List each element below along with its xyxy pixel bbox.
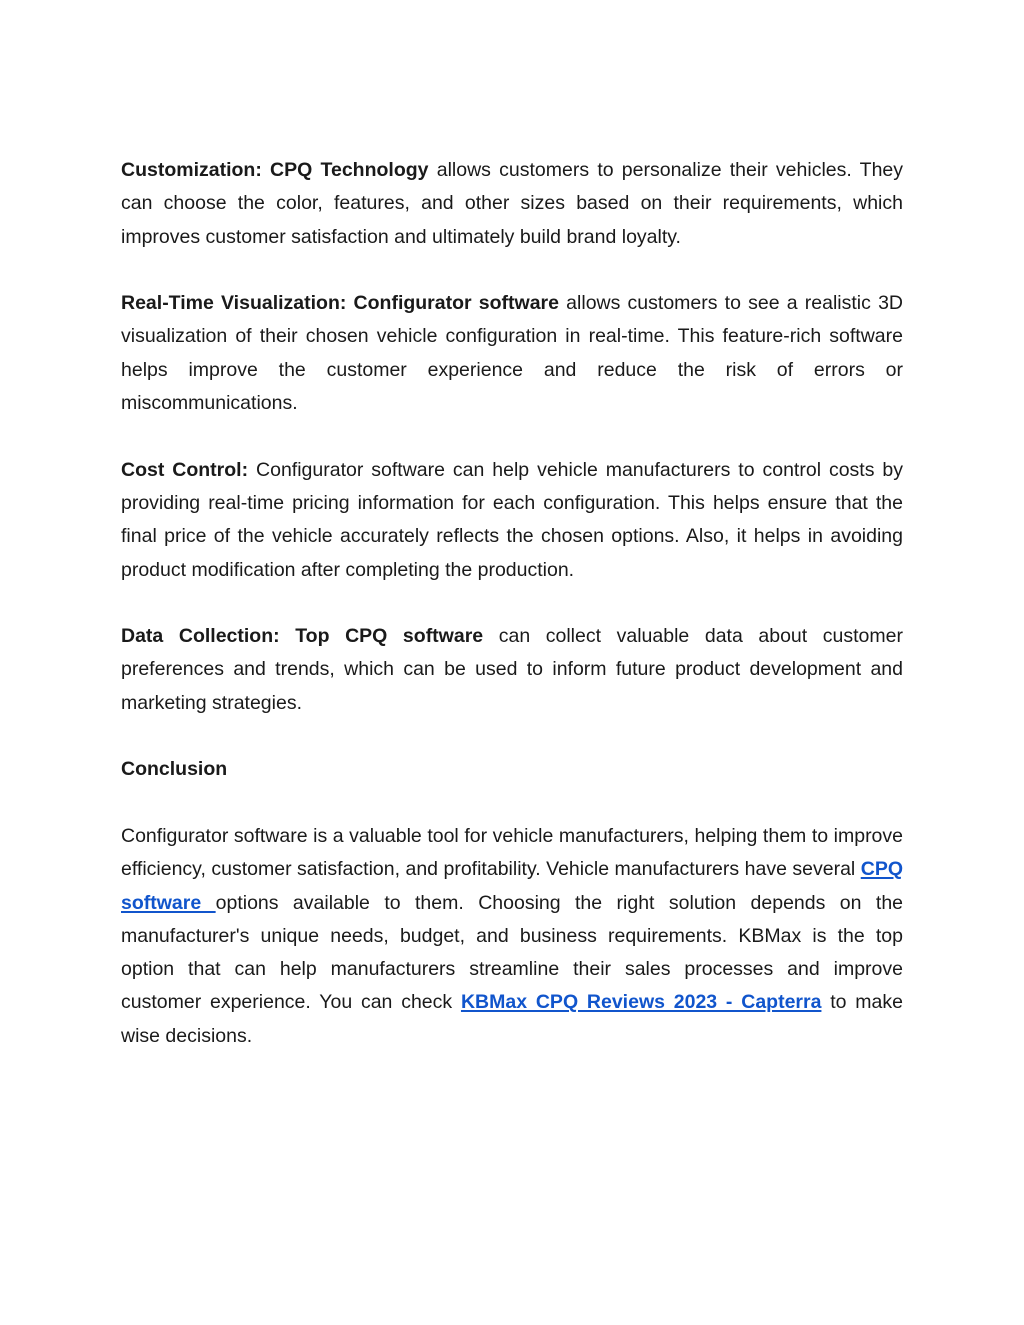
paragraph-text: to make wise decisions. <box>121 991 903 1047</box>
kbmax-capterra-reviews-link[interactable]: KBMax CPQ Reviews 2023 - Capterra <box>460 991 822 1014</box>
cpq-software-link[interactable]: CPQ software <box>121 858 903 914</box>
paragraph-conclusion <box>121 820 903 1053</box>
paragraph-cost-control <box>121 454 903 587</box>
paragraph-text: Configurator software is a valuable tool for vehicle manufacturers, helping them to improve efficiency, customer satisfaction, and profitability. Vehicle manufacturers have several <box>121 824 903 881</box>
paragraph-customization <box>121 154 903 254</box>
paragraph-text: Configurator software can help vehicle manufacturers to control costs by providing real-time pricing information for each configuration. This helps ensure that the final price of the vehicle accurately reflects the chosen options. Also, it helps in avoiding product modification after completing the production. <box>121 458 904 581</box>
paragraph-text: options available to them. Choosing the right solution depends on the manufacturer's unique needs, budget, and business requirements. KBMax is the top option that can help manufacturers streamline their sales processes and improve customer experience. You can check <box>121 891 904 1014</box>
document-body <box>121 154 903 1086</box>
paragraph-real-time-visualization <box>121 287 903 420</box>
paragraph-lead: Data Collection: Top CPQ software <box>121 625 484 648</box>
paragraph-text: allows customers to see a realistic 3D visualization of their chosen vehicle configuration in real-time. This feature-rich software helps improve the customer experience and reduce the risk of errors or miscommunications. <box>121 292 904 415</box>
paragraph-lead: Cost Control: <box>121 458 249 481</box>
conclusion-heading: Conclusion <box>121 758 228 781</box>
paragraph-lead: Customization: CPQ Technology <box>121 159 429 181</box>
paragraph-lead: Real-Time Visualization: Configurator software <box>121 292 559 315</box>
paragraph-text: allows customers to personalize their vehicles. They can choose the color, features, and other sizes based on their requirements, which improves customer satisfaction and ultimately build brand loyalty. <box>121 159 904 248</box>
paragraph-text: can collect valuable data about customer preferences and trends, which can be used to inform future product development and marketing strategies. <box>121 625 903 714</box>
paragraph-data-collection <box>121 620 903 720</box>
